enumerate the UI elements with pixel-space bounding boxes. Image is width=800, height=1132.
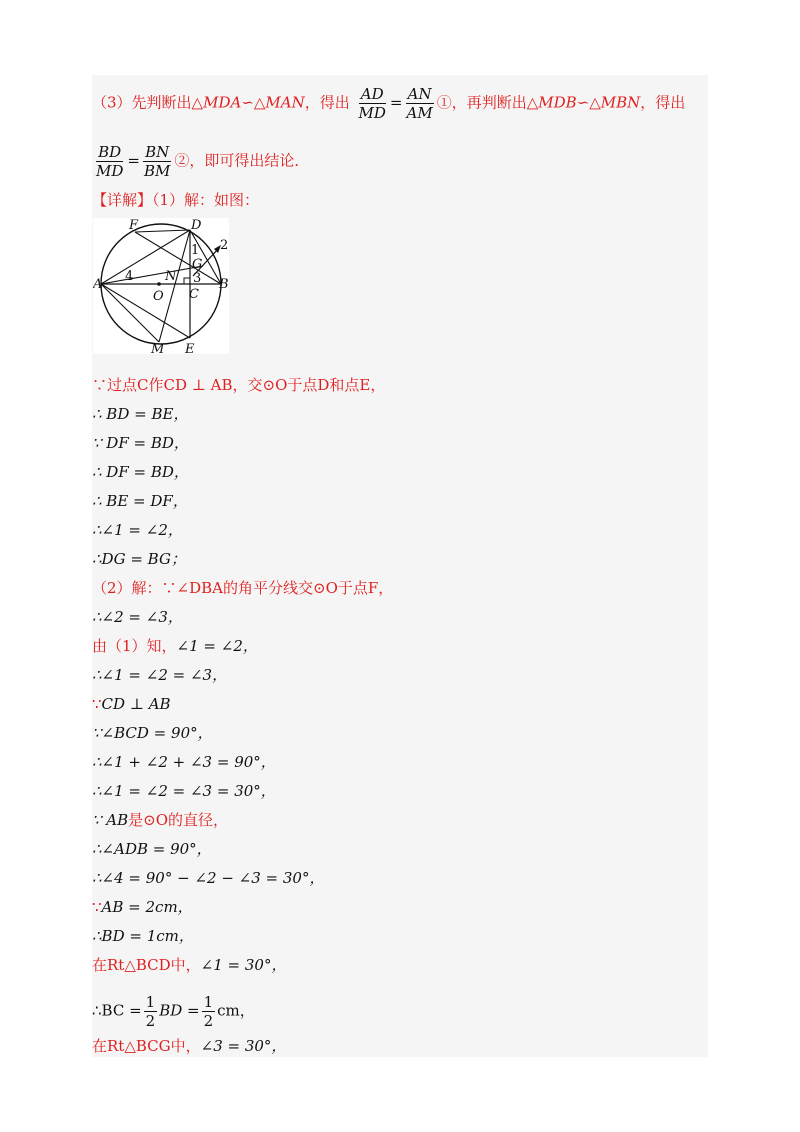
proof-line: [92, 433, 189, 453]
fraction-bd-md: $\frac{BD}{MD}$: [96, 143, 124, 180]
label-a: A: [93, 277, 103, 292]
proof-line-red: ∵: [92, 898, 102, 916]
proof-line: [92, 607, 183, 627]
label-e: E: [185, 342, 195, 354]
proof-line-math: ∴∠1 = ∠2 = ∠3 = 30°，: [92, 782, 276, 800]
hint-text: （3）先判断出: [92, 93, 192, 112]
equals-sign: =: [389, 93, 403, 112]
proof-line: [92, 868, 324, 888]
fraction-ad-md: $\frac{AD}{MD}$: [358, 85, 386, 122]
proof-line-red: （2）解：∵∠: [92, 579, 190, 597]
hint-line-1: [92, 85, 685, 122]
proof-line-math: ∠1 = ∠2，: [176, 637, 258, 655]
similar-triangles-2: △MDB∽△MBN: [526, 93, 641, 112]
proof-line-red: ∵过点: [92, 376, 138, 394]
last-line-red: 在Rt△BCG中，: [92, 1037, 201, 1055]
bc-text: BD =: [159, 1001, 200, 1020]
proof-line-math: ∴∠1 = ∠2，: [92, 521, 183, 539]
fraction-an-am: $\frac{AN}{AM}$: [406, 85, 433, 122]
detail-label: 【详解】: [92, 191, 153, 209]
proof-line: [92, 781, 276, 801]
proof-line: [92, 897, 193, 917]
label-m: M: [151, 342, 165, 354]
last-line: [92, 1036, 286, 1056]
proof-line-math: ∴ BD = BE，: [92, 405, 189, 423]
hint-text: ①，再判断出: [436, 93, 527, 112]
label-n: N: [165, 269, 177, 284]
fraction-half-1: $\frac{1}{2}$: [145, 993, 156, 1030]
proof-line: [92, 810, 228, 830]
label-angle-2: 2: [220, 238, 229, 253]
proof-line-math: ∴ DF = BD，: [92, 463, 189, 481]
detail-text: （1）解：如图：: [152, 191, 260, 209]
hint-text: ，得出: [304, 93, 350, 112]
proof-line: [92, 694, 171, 714]
proof-line: [92, 520, 183, 540]
proof-line-red: 由（1）知，: [92, 637, 177, 655]
proof-line-math: ∠1 = 30°，: [200, 956, 287, 974]
proof-line: [92, 926, 194, 946]
proof-line-rest: DBA的角平分线交⊙O于点F，: [189, 579, 394, 597]
proof-line-math: ∴DG = BG；: [92, 550, 186, 568]
proof-line-math: AB = 2cm，: [101, 898, 193, 916]
proof-line-math: ∴∠4 = 90° − ∠2 − ∠3 = 30°，: [92, 869, 325, 887]
proof-line: [92, 665, 227, 685]
proof-line: [92, 404, 188, 424]
label-b: B: [219, 277, 229, 292]
hint-text: ②，即可得出结论．: [174, 151, 310, 170]
proof-line-rest: C作CD ⊥ AB，交⊙O于点D和点E，: [137, 376, 386, 394]
label-angle-4: 4: [125, 269, 134, 284]
bc-text: cm，: [217, 1001, 255, 1020]
label-g: G: [192, 257, 203, 272]
bc-line: [92, 993, 255, 1030]
proof-line-math: ∴BD = 1cm，: [92, 927, 194, 945]
proof-line: [92, 636, 258, 656]
label-d: D: [191, 218, 202, 233]
proof-line: [92, 723, 213, 743]
proof-line: [92, 462, 189, 482]
proof-line-math: ∵ DF = BD，: [92, 434, 189, 452]
proof-line: [92, 375, 385, 395]
proof-line-red: 在Rt△BCD中，: [92, 956, 201, 974]
hint-text: ，得出: [640, 93, 686, 112]
proof-line-math: ∴∠1 + ∠2 + ∠3 = 90°，: [92, 753, 276, 771]
proof-line-rest: 是⊙O的直径，: [128, 811, 229, 829]
fraction-half-2: $\frac{1}{2}$: [203, 993, 214, 1030]
label-angle-1: 1: [191, 243, 200, 258]
proof-line-math: ∴∠ADB = 90°，: [92, 840, 212, 858]
proof-line-math: ∴ BE = DF，: [92, 492, 188, 510]
proof-line-math: ∴∠1 = ∠2 = ∠3，: [92, 666, 228, 684]
proof-line-math: ∵ AB: [92, 811, 129, 829]
fraction-bn-bm: $\frac{BN}{BM}$: [143, 143, 171, 180]
proof-line: [92, 955, 286, 975]
circle-diagram: [93, 218, 229, 354]
proof-line: [92, 839, 212, 859]
proof-line: [92, 578, 393, 598]
proof-line-red: ∵: [92, 695, 102, 713]
similar-triangles-1: △MDA∽△MAN: [191, 93, 305, 112]
hint-line-2: [92, 143, 309, 180]
label-o: O: [153, 289, 164, 304]
proof-line-math: ∵∠BCD = 90°，: [92, 724, 213, 742]
proof-line: [92, 491, 188, 511]
equals-sign: =: [127, 151, 140, 170]
label-f: F: [129, 218, 139, 233]
proof-line-math: CD ⊥ AB: [101, 695, 171, 713]
geometry-figure: [93, 218, 229, 354]
bc-text: ∴BC =: [92, 1001, 142, 1020]
solution-panel: [92, 75, 708, 1057]
last-line-black: ∠3 = 30°，: [200, 1037, 287, 1055]
proof-line: [92, 752, 276, 772]
detail-header: [92, 190, 259, 210]
label-c: C: [189, 287, 199, 302]
proof-line-math: ∴∠2 = ∠3，: [92, 608, 183, 626]
proof-line: [92, 549, 186, 569]
label-angle-3: 3: [193, 271, 202, 286]
